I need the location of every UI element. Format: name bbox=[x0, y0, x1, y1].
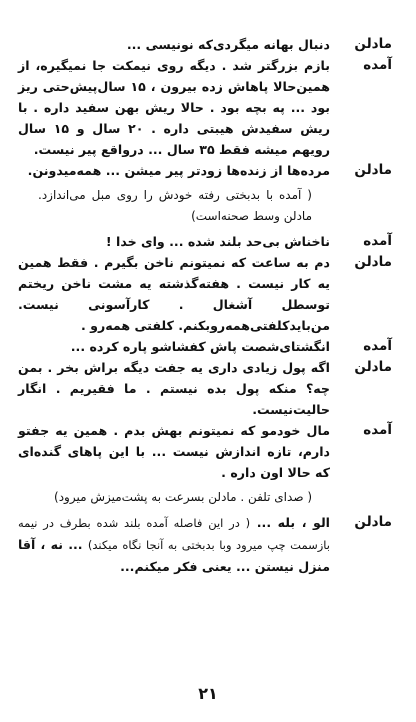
speaker-name: مادلن bbox=[354, 514, 392, 530]
inline-stage-direction: ( در این فاصله آمده بلند شده بطرف در نیمه بازسمت چپ میرود وبا بدبختی به آنجا نگاه میکند) bbox=[18, 516, 331, 552]
stage-direction: ( صدای تلفن . مادلن بسرعت به پشت‌میزش میرود) bbox=[54, 490, 312, 504]
dialogue-line bbox=[18, 512, 330, 577]
dialogue-line: دم به ساعت که نمیتونم ناخن بگیرم . فقط همین یه کار نیست . هفته‌گذشته یه مشت ناخن ریختم توسطل آشغال . کارآسونی نیست. من‌بایدکلفتی‌همه‌رو‌بکنم. کلفتی همه‌رو . bbox=[18, 255, 330, 333]
dialogue-line: ناخناش بی‌حد بلند شده ... وای خدا ! bbox=[105, 234, 330, 249]
dialogue-entry bbox=[18, 357, 392, 420]
dialogue-entry bbox=[18, 55, 392, 160]
speaker-name: آمده bbox=[363, 233, 392, 249]
page-number: ۲۱ bbox=[198, 684, 218, 703]
dialogue-line: اگه پول زیادی داری یه جفت دیگه براش بخر . بمن چه؟ منکه پول بده نیستم . ما فقیریم . انگار حالیت‌نیست. bbox=[18, 360, 330, 417]
speaker-name: مادلن bbox=[354, 254, 392, 270]
dialogue-entry bbox=[18, 252, 392, 336]
speaker-name: مادلن bbox=[354, 36, 392, 52]
dialogue-entry bbox=[18, 420, 392, 483]
dialogue-entry bbox=[18, 34, 392, 55]
dialogue-line: مال خودمو که نمیتونم بهش بدم . همین یه جفتو دارم، تازه اندازش نیست ... با این پاهای گنده‌ای که حالا اون داره . bbox=[18, 423, 330, 480]
speaker-name: آمده bbox=[363, 422, 392, 438]
dialogue-entry bbox=[18, 512, 392, 577]
speaker-name: آمده bbox=[363, 57, 392, 73]
dialogue-line-part: الو ، بله ... bbox=[256, 515, 331, 530]
dialogue-line: انگشتای‌شصت پاش کفشاشو پاره کرده ... bbox=[70, 339, 330, 354]
dialogue-line: مرده‌ها از زنده‌ها زودتر پیر میشن ... همه‌میدونن. bbox=[27, 163, 330, 178]
speaker-name: مادلن bbox=[354, 162, 392, 178]
dialogue-entry bbox=[18, 336, 392, 357]
stage-direction: ( آمده با بدبختی رفته خودش را روی مبل می‌اندازد. مادلن وسط صحنه‌است) bbox=[38, 188, 312, 223]
speaker-name: آمده bbox=[363, 338, 392, 354]
dialogue-line: دنبال بهانه میگردی‌که نونیسی ... bbox=[126, 37, 330, 52]
dialogue-line-part: ... نه ، آقا منزل نیستن ... یعنی فکر میکنم... bbox=[18, 537, 330, 574]
dialogue-line: بازم بزرگتر شد . دیگه روی نیمکت جا نمیگیره، از همین‌حالا پاهاش زده بیرون ، ۱۵ سال‌پیش‌حتی ریز بود ... په بچه بود . حالا ریش بهن سفید داره . با ریش سفیدش هیبتی داره . ۲۰ سال و ۱۵ سال رویهم میشه فقط ۳۵ سال ... درواقع پیر نیست. bbox=[18, 58, 330, 157]
speaker-name: مادلن bbox=[354, 359, 392, 375]
dialogue-entry bbox=[18, 160, 392, 181]
dialogue-entry bbox=[18, 231, 392, 252]
